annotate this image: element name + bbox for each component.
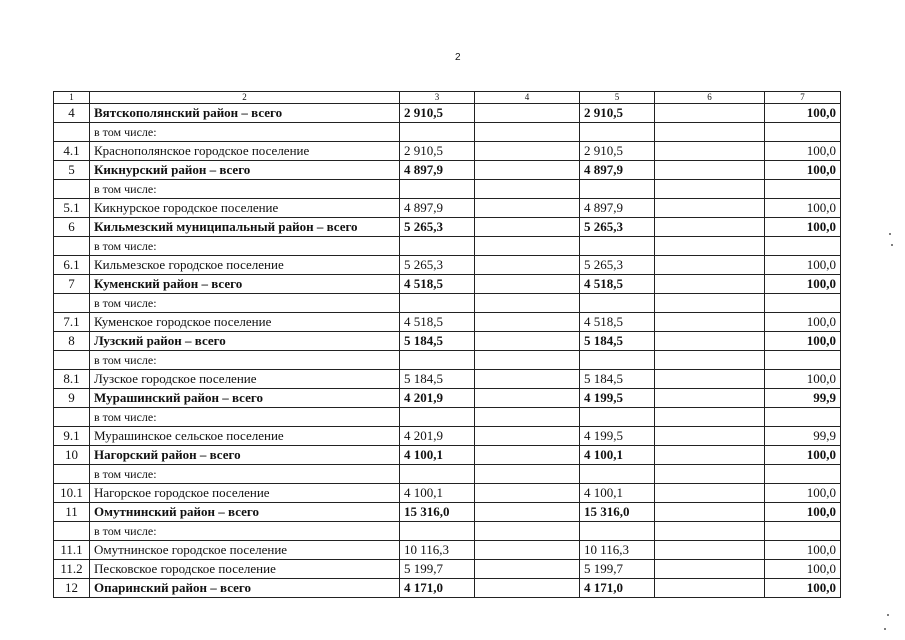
row-number: 11.1 xyxy=(54,541,90,560)
value-col3: 4 201,9 xyxy=(400,427,475,446)
district-total-row xyxy=(54,332,841,351)
row-name: в том числе: xyxy=(90,351,400,370)
settlement-row xyxy=(54,560,841,579)
value-col6 xyxy=(655,484,765,503)
district-total-row xyxy=(54,503,841,522)
row-name: Куменский район – всего xyxy=(90,275,400,294)
settlement-row xyxy=(54,313,841,332)
row-number: 6 xyxy=(54,218,90,237)
including-row xyxy=(54,465,841,484)
including-row xyxy=(54,351,841,370)
value-col3: 4 518,5 xyxy=(400,313,475,332)
value-col5: 5 184,5 xyxy=(580,370,655,389)
row-name: Вятскополянский район – всего xyxy=(90,104,400,123)
value-col4 xyxy=(475,332,580,351)
value-col3 xyxy=(400,351,475,370)
row-name: Лузский район – всего xyxy=(90,332,400,351)
percent-col7: 100,0 xyxy=(765,275,841,294)
value-col4 xyxy=(475,275,580,294)
value-col4 xyxy=(475,465,580,484)
percent-col7: 100,0 xyxy=(765,541,841,560)
percent-col7: 100,0 xyxy=(765,142,841,161)
value-col5: 4 518,5 xyxy=(580,313,655,332)
value-col6 xyxy=(655,370,765,389)
value-col5 xyxy=(580,522,655,541)
percent-col7: 100,0 xyxy=(765,199,841,218)
percent-col7 xyxy=(765,294,841,313)
value-col5: 4 199,5 xyxy=(580,427,655,446)
row-number: 4.1 xyxy=(54,142,90,161)
value-col6 xyxy=(655,351,765,370)
percent-col7: 100,0 xyxy=(765,560,841,579)
value-col3: 4 201,9 xyxy=(400,389,475,408)
value-col5: 5 184,5 xyxy=(580,332,655,351)
row-name: Кильмезское городское поселение xyxy=(90,256,400,275)
row-number: 6.1 xyxy=(54,256,90,275)
row-number xyxy=(54,180,90,199)
percent-col7 xyxy=(765,237,841,256)
value-col4 xyxy=(475,560,580,579)
row-number: 4 xyxy=(54,104,90,123)
percent-col7 xyxy=(765,522,841,541)
row-name: Песковское городское поселение xyxy=(90,560,400,579)
column-number: 7 xyxy=(765,92,841,104)
value-col4 xyxy=(475,313,580,332)
percent-col7 xyxy=(765,408,841,427)
value-col4 xyxy=(475,541,580,560)
district-total-row xyxy=(54,446,841,465)
column-number: 6 xyxy=(655,92,765,104)
value-col4 xyxy=(475,161,580,180)
percent-col7: 100,0 xyxy=(765,370,841,389)
value-col4 xyxy=(475,389,580,408)
value-col6 xyxy=(655,465,765,484)
row-name: Опаринский район – всего xyxy=(90,579,400,598)
value-col3 xyxy=(400,180,475,199)
value-col3: 4 897,9 xyxy=(400,161,475,180)
row-name: Омутнинское городское поселение xyxy=(90,541,400,560)
settlement-row xyxy=(54,427,841,446)
row-number xyxy=(54,522,90,541)
value-col6 xyxy=(655,142,765,161)
percent-col7 xyxy=(765,180,841,199)
value-col3 xyxy=(400,522,475,541)
row-name: в том числе: xyxy=(90,123,400,142)
percent-col7: 100,0 xyxy=(765,256,841,275)
column-number-row xyxy=(54,92,841,104)
value-col5 xyxy=(580,294,655,313)
row-name: Мурашинский район – всего xyxy=(90,389,400,408)
row-name: в том числе: xyxy=(90,180,400,199)
including-row xyxy=(54,522,841,541)
value-col6 xyxy=(655,427,765,446)
row-number: 7.1 xyxy=(54,313,90,332)
value-col4 xyxy=(475,180,580,199)
district-total-row xyxy=(54,389,841,408)
percent-col7: 100,0 xyxy=(765,503,841,522)
value-col3: 5 265,3 xyxy=(400,256,475,275)
settlement-row xyxy=(54,484,841,503)
row-name: в том числе: xyxy=(90,294,400,313)
value-col5 xyxy=(580,465,655,484)
percent-col7: 100,0 xyxy=(765,161,841,180)
value-col4 xyxy=(475,503,580,522)
row-number: 8.1 xyxy=(54,370,90,389)
row-number: 10.1 xyxy=(54,484,90,503)
value-col4 xyxy=(475,370,580,389)
value-col5: 4 897,9 xyxy=(580,199,655,218)
row-name: Кильмезский муниципальный район – всего xyxy=(90,218,400,237)
value-col4 xyxy=(475,199,580,218)
value-col5: 4 518,5 xyxy=(580,275,655,294)
percent-col7: 100,0 xyxy=(765,104,841,123)
value-col5 xyxy=(580,123,655,142)
percent-col7: 100,0 xyxy=(765,579,841,598)
value-col5 xyxy=(580,180,655,199)
row-name: Краснополянское городское поселение xyxy=(90,142,400,161)
scan-speck xyxy=(891,244,893,246)
scan-speck xyxy=(889,233,891,235)
value-col6 xyxy=(655,389,765,408)
row-name: Нагорский район – всего xyxy=(90,446,400,465)
value-col3: 10 116,3 xyxy=(400,541,475,560)
value-col6 xyxy=(655,180,765,199)
percent-col7 xyxy=(765,351,841,370)
row-number: 12 xyxy=(54,579,90,598)
value-col4 xyxy=(475,142,580,161)
value-col6 xyxy=(655,560,765,579)
district-total-row xyxy=(54,275,841,294)
percent-col7 xyxy=(765,123,841,142)
row-name: в том числе: xyxy=(90,237,400,256)
value-col6 xyxy=(655,104,765,123)
percent-col7: 100,0 xyxy=(765,218,841,237)
including-row xyxy=(54,294,841,313)
value-col3: 5 184,5 xyxy=(400,332,475,351)
value-col4 xyxy=(475,446,580,465)
percent-col7: 100,0 xyxy=(765,313,841,332)
settlement-row xyxy=(54,199,841,218)
value-col5: 5 199,7 xyxy=(580,560,655,579)
value-col4 xyxy=(475,427,580,446)
value-col6 xyxy=(655,579,765,598)
value-col6 xyxy=(655,522,765,541)
row-number: 11 xyxy=(54,503,90,522)
value-col6 xyxy=(655,503,765,522)
row-name: Лузское городское поселение xyxy=(90,370,400,389)
value-col4 xyxy=(475,522,580,541)
value-col6 xyxy=(655,199,765,218)
value-col4 xyxy=(475,256,580,275)
scan-speck xyxy=(887,614,889,616)
value-col3: 5 265,3 xyxy=(400,218,475,237)
settlement-row xyxy=(54,256,841,275)
value-col4 xyxy=(475,218,580,237)
district-total-row xyxy=(54,579,841,598)
value-col3: 4 171,0 xyxy=(400,579,475,598)
row-number: 9.1 xyxy=(54,427,90,446)
value-col5 xyxy=(580,351,655,370)
row-number xyxy=(54,351,90,370)
percent-col7: 99,9 xyxy=(765,427,841,446)
row-number: 8 xyxy=(54,332,90,351)
value-col6 xyxy=(655,275,765,294)
settlement-row xyxy=(54,370,841,389)
value-col6 xyxy=(655,237,765,256)
scan-speck xyxy=(884,628,886,630)
value-col5: 4 171,0 xyxy=(580,579,655,598)
table-body xyxy=(54,92,841,598)
value-col5: 4 100,1 xyxy=(580,446,655,465)
budget-table xyxy=(53,91,841,598)
row-name: Мурашинское сельское поселение xyxy=(90,427,400,446)
row-name: в том числе: xyxy=(90,465,400,484)
value-col4 xyxy=(475,123,580,142)
value-col3: 5 184,5 xyxy=(400,370,475,389)
including-row xyxy=(54,123,841,142)
value-col6 xyxy=(655,161,765,180)
value-col3 xyxy=(400,294,475,313)
value-col6 xyxy=(655,294,765,313)
value-col3: 5 199,7 xyxy=(400,560,475,579)
value-col6 xyxy=(655,256,765,275)
percent-col7: 100,0 xyxy=(765,446,841,465)
row-name: в том числе: xyxy=(90,408,400,427)
value-col5: 4 199,5 xyxy=(580,389,655,408)
district-total-row xyxy=(54,104,841,123)
percent-col7 xyxy=(765,465,841,484)
row-number: 5 xyxy=(54,161,90,180)
value-col6 xyxy=(655,332,765,351)
including-row xyxy=(54,408,841,427)
row-number xyxy=(54,408,90,427)
row-number xyxy=(54,294,90,313)
row-name: Кикнурское городское поселение xyxy=(90,199,400,218)
settlement-row xyxy=(54,541,841,560)
row-name: Нагорское городское поселение xyxy=(90,484,400,503)
value-col5 xyxy=(580,237,655,256)
value-col3: 4 100,1 xyxy=(400,446,475,465)
row-number: 9 xyxy=(54,389,90,408)
value-col3: 4 100,1 xyxy=(400,484,475,503)
value-col3 xyxy=(400,237,475,256)
percent-col7: 100,0 xyxy=(765,484,841,503)
value-col6 xyxy=(655,313,765,332)
including-row xyxy=(54,237,841,256)
value-col5: 4 897,9 xyxy=(580,161,655,180)
row-number: 11.2 xyxy=(54,560,90,579)
value-col3: 4 897,9 xyxy=(400,199,475,218)
value-col3: 4 518,5 xyxy=(400,275,475,294)
value-col4 xyxy=(475,294,580,313)
district-total-row xyxy=(54,218,841,237)
page-number: 2 xyxy=(455,52,461,63)
value-col6 xyxy=(655,541,765,560)
percent-col7: 100,0 xyxy=(765,332,841,351)
column-number: 5 xyxy=(580,92,655,104)
value-col5: 2 910,5 xyxy=(580,142,655,161)
including-row xyxy=(54,180,841,199)
row-name: Кикнурский район – всего xyxy=(90,161,400,180)
district-total-row xyxy=(54,161,841,180)
value-col3 xyxy=(400,123,475,142)
row-name: Куменское городское поселение xyxy=(90,313,400,332)
column-number: 3 xyxy=(400,92,475,104)
value-col4 xyxy=(475,237,580,256)
value-col5 xyxy=(580,408,655,427)
row-number xyxy=(54,465,90,484)
row-number xyxy=(54,123,90,142)
value-col4 xyxy=(475,408,580,427)
value-col5: 10 116,3 xyxy=(580,541,655,560)
value-col3 xyxy=(400,408,475,427)
value-col6 xyxy=(655,446,765,465)
column-number: 4 xyxy=(475,92,580,104)
percent-col7: 99,9 xyxy=(765,389,841,408)
settlement-row xyxy=(54,142,841,161)
value-col5: 5 265,3 xyxy=(580,256,655,275)
value-col4 xyxy=(475,351,580,370)
column-number: 2 xyxy=(90,92,400,104)
row-number: 7 xyxy=(54,275,90,294)
column-number: 1 xyxy=(54,92,90,104)
row-number: 10 xyxy=(54,446,90,465)
row-name: в том числе: xyxy=(90,522,400,541)
value-col3: 2 910,5 xyxy=(400,104,475,123)
row-name: Омутнинский район – всего xyxy=(90,503,400,522)
value-col5: 5 265,3 xyxy=(580,218,655,237)
row-number: 5.1 xyxy=(54,199,90,218)
value-col6 xyxy=(655,408,765,427)
value-col4 xyxy=(475,579,580,598)
row-number xyxy=(54,237,90,256)
value-col3: 15 316,0 xyxy=(400,503,475,522)
value-col6 xyxy=(655,218,765,237)
value-col5: 15 316,0 xyxy=(580,503,655,522)
value-col5: 2 910,5 xyxy=(580,104,655,123)
value-col5: 4 100,1 xyxy=(580,484,655,503)
value-col6 xyxy=(655,123,765,142)
value-col3: 2 910,5 xyxy=(400,142,475,161)
value-col4 xyxy=(475,484,580,503)
value-col3 xyxy=(400,465,475,484)
value-col4 xyxy=(475,104,580,123)
